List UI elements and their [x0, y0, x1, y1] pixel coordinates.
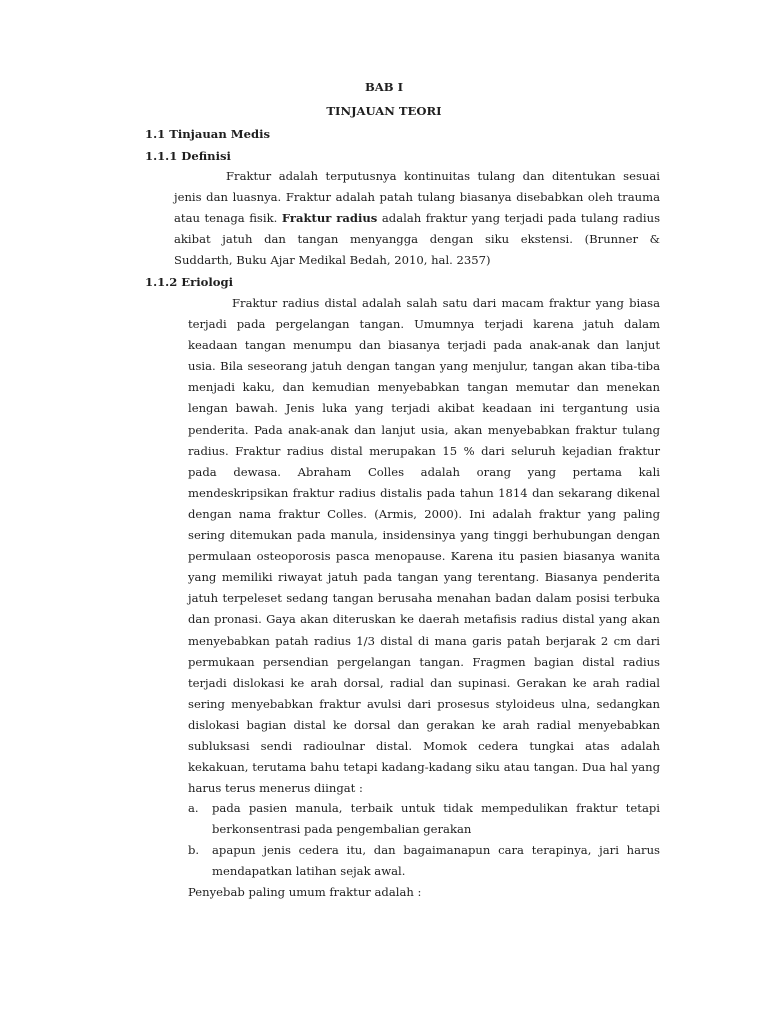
text-line: menyebabkan patah radius 1/3 distal di mana garis patah berjarak 2 cm dari — [188, 633, 660, 648]
text-line: terjadi dislokasi ke arah dorsal, radial dan supinasi. Gerakan ke arah radial — [188, 675, 660, 690]
text-line: Suddarth, Buku Ajar Medikal Bedah, 2010, hal. 2357) — [174, 253, 491, 268]
eriologi-paragraph — [188, 293, 660, 799]
text-line: kekakuan, terutama bahu tetapi kadang-kadang siku atau tangan. Dua hal yang — [188, 760, 660, 775]
text-line: berkonsentrasi pada pengembalian gerakan — [212, 822, 472, 837]
text-line: permulaan osteoporosis pasca menopause. Karena itu pasien biasanya wanita — [188, 549, 660, 564]
list-marker: b. — [188, 843, 200, 857]
text-line: lengan bawah. Jenis luka yang terjadi akibat keadaan ini tergantung usia — [188, 401, 660, 416]
text-line: harus terus menerus diingat : — [188, 781, 363, 796]
closing-paragraph — [188, 882, 660, 903]
list-item-body — [212, 798, 660, 840]
text-line: pada pasien manula, terbaik untuk tidak mempedulikan fraktur tetapi — [212, 801, 660, 815]
text-span: adalah fraktur yang terjadi pada tulang radius — [381, 211, 661, 226]
text-line: pada dewasa. Abraham Colles adalah orang yang pertama kali — [188, 464, 660, 479]
text-line: dislokasi bagian distal ke dorsal dan gerakan ke arah radial menyebabkan — [188, 717, 660, 732]
text-line: mendapatkan latihan sejak awal. — [212, 864, 406, 879]
text-line: sering ditemukan pada manula, insidensinya yang tinggi berhubungan dengan — [188, 528, 660, 543]
section-heading-eriologi: 1.1.2 Eriologi — [145, 275, 234, 289]
text-line: akibat jatuh dan tangan menyangga dengan siku ekstensi. (Brunner & — [174, 232, 660, 247]
text-line: menjadi kaku, dan kemudian menyebabkan tangan memutar dan menekan — [188, 380, 660, 395]
section-heading-tinjauan-medis: 1.1 Tinjauan Medis — [145, 127, 271, 141]
text-line: permukaan persendian pergelangan tangan. Fragmen bagian distal radius — [188, 654, 660, 669]
section-heading-definisi: 1.1.1 Definisi — [145, 149, 231, 163]
text-line: usia. Bila seseorang jatuh dengan tangan yang menjulur, tangan akan tiba-tiba — [188, 359, 660, 374]
list-item-body — [212, 840, 660, 882]
text-line: terjadi pada pergelangan tangan. Umumnya terjadi karena jatuh dalam — [188, 317, 660, 332]
text-line: Penyebab paling umum fraktur adalah : — [188, 885, 422, 899]
text-line: jenis dan luasnya. Fraktur adalah patah tulang biasanya disebabkan oleh trauma — [174, 190, 660, 205]
text-line: radius. Fraktur radius distal merupakan 15 % dari seluruh kejadian fraktur — [188, 443, 660, 458]
text-line: dan pronasi. Gaya akan diteruskan ke daerah metafisis radius distal yang akan — [188, 612, 660, 627]
bold-term: Fraktur radius — [281, 211, 378, 226]
text-line: keadaan tangan menumpu dan biasanya terjadi pada anak-anak dan lanjut — [188, 338, 660, 353]
text-line: yang memiliki riwayat jatuh pada tangan yang terentang. Biasanya penderita — [188, 570, 660, 585]
text-line: penderita. Pada anak-anak dan lanjut usia, akan menyebabkan fraktur tulang — [188, 422, 660, 437]
text-line: Fraktur radius distal adalah salah satu dari macam fraktur yang biasa — [232, 296, 660, 310]
chapter-title: TINJAUAN TEORI — [326, 104, 442, 118]
text-line: Fraktur adalah terputusnya kontinuitas tulang dan ditentukan sesuai — [226, 169, 660, 183]
text-line: jatuh terpeleset sedang tangan berusaha menahan badan dalam posisi terbuka — [188, 591, 660, 606]
text-line: apapun jenis cedera itu, dan bagaimanapun cara terapinya, jari harus — [212, 843, 660, 857]
text-line: dengan nama fraktur Colles. (Armis, 2000). Ini adalah fraktur yang paling — [188, 506, 660, 521]
list-marker: a. — [188, 801, 199, 815]
text-line: subluksasi sendi radioulnar distal. Momok cedera tungkai atas adalah — [188, 738, 660, 753]
definisi-paragraph — [174, 166, 660, 271]
text-line: sering menyebabkan fraktur avulsi dari prosesus styloideus ulna, sedangkan — [188, 696, 660, 711]
chapter-number: BAB I — [364, 80, 404, 94]
text-line: mendeskripsikan fraktur radius distalis pada tahun 1814 dan sekarang dikenal — [188, 485, 660, 500]
text-span: atau tenaga fisik. — [174, 211, 278, 226]
text-line — [174, 208, 660, 229]
